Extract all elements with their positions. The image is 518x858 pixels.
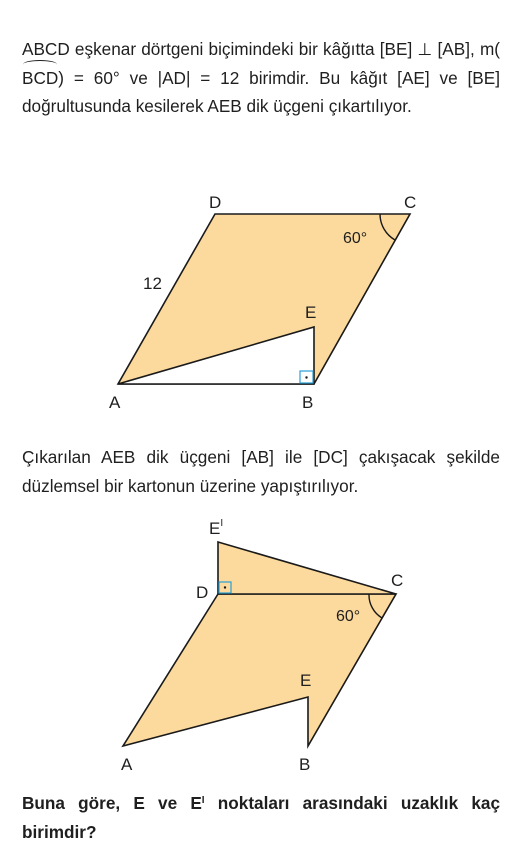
triangle-de1c (218, 542, 396, 594)
label-d2: D (196, 583, 209, 602)
problem-text-part1: ABCD eşkenar dörtgeni biçimindeki bir kâğıtta [BE] ⊥ [AB], m( (22, 39, 500, 59)
question-part2: noktaları arasındaki uzaklık kaç birimdir? (22, 793, 500, 842)
angle-label-c: 60° (343, 230, 368, 247)
angle-bcd-notation: BCD (22, 64, 58, 93)
label-c2: C (391, 571, 404, 590)
question-part1: Buna göre, E ve E (22, 793, 202, 813)
label-b2: B (299, 755, 311, 774)
prime-mark: I (201, 795, 205, 806)
label-a: A (109, 393, 121, 412)
question-text (22, 789, 500, 847)
label-b: B (302, 393, 314, 412)
problem-text-part2: ) = 60° ve |AD| = 12 birimdir. Bu kâğıt [AE] ve [BE] doğrultusunda kesilerek AEB dik üçgeni çıkartılıyor. (22, 67, 500, 116)
label-d: D (209, 193, 222, 212)
angle-label-c2: 60° (336, 608, 361, 625)
right-angle-dot-d (224, 586, 226, 588)
label-e1: $E^I$ (209, 518, 224, 538)
label-c: C (404, 193, 417, 212)
side-length-label: 12 (143, 274, 162, 293)
construction-text: Çıkarılan AEB dik üçgeni [AB] ile [DC] çakışacak şekilde düzlemsel bir kartonun üzerine yapıştırılıyor. (22, 447, 500, 496)
label-e: E (305, 303, 317, 322)
label-e2: E (300, 671, 312, 690)
label-a2: A (121, 755, 133, 774)
